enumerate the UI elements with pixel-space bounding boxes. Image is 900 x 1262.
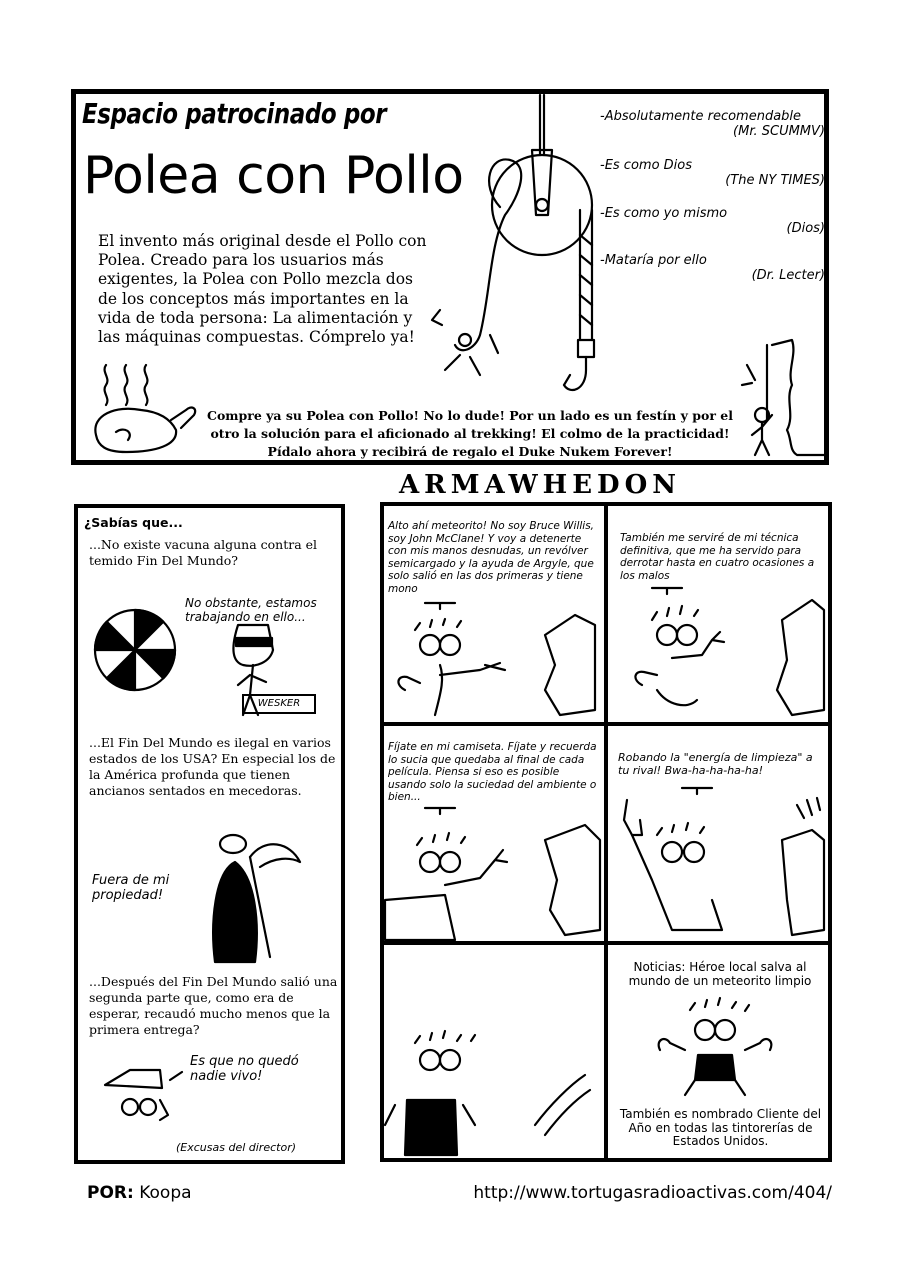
comic-divider-h1 [380,722,832,726]
pulley-chicken-illustration [420,95,600,405]
sidebar-fact-1: ...No existe vacuna alguna contra el temido Fin Del Mundo? [89,537,318,568]
umbrella-logo-icon [93,608,178,693]
sidebar-fact-2: ...El Fin Del Mundo es ilegal en varios estados de los USA? En especial los de la América profunda que tienen ancianos sentados en mecedoras. [89,735,336,798]
ad-bottom-text: Compre ya su Polea con Pollo! No lo dude! Por un lado es un festín y por el otro la solución para el aficionado al trekking! El colmo de la practicidad! Pídalo ahora y recibirá de regalo el Duke Nukem Forever! [207,408,733,459]
ad-sponsor-heading: Espacio patrocinado por [82,97,387,130]
comic-panel-3-art [385,800,605,940]
quote-3-text: -Es como yo mismo [600,206,728,221]
roast-chicken-illustration [86,360,206,460]
quote-1-text: -Absolutamente recomendable [600,109,802,124]
quote-2-text: -Es como Dios [600,158,693,173]
comic-panel-1-art [385,595,605,720]
comic-panel-6-art [650,995,780,1105]
wesker-sign: WESKER [242,694,316,714]
comic-panel-2-text: También me serviré de mi técnica definitiva, que me ha servido para derrotar hasta en cuatro ocasiones a los malos [620,532,815,582]
comic-divider-h2 [380,941,832,945]
quote-3-source: (Dios) [786,221,825,236]
footer-author [87,1183,192,1203]
comic-panel-6-headline: Noticias: Héroe local salva al mundo de un meteorito limpio [628,960,812,988]
quote-2-source: (The NY TIMES) [725,173,825,188]
sidebar-fact-3: ...Después del Fin Del Mundo salió una segunda parte que, como era de esperar, recaudó mucho menos que la primera entrega? [89,974,338,1037]
climber-illustration [737,335,827,460]
footer-url[interactable]: http://www.tortugasradioactivas.com/404/ [473,1183,832,1203]
comic-panel-2-art [612,580,827,720]
comic-panel-5-art [385,1015,605,1155]
footer-author-label: POR: [87,1183,134,1203]
ad-title: Polea con Pollo [83,146,464,206]
footer-author-name: Koopa [139,1183,192,1203]
comic-title: ARMAWHEDON [399,470,681,500]
sidebar-bubble-2: Fuera de mi propiedad! [92,873,170,903]
sidebar-caption: (Excusas del director) [176,1141,297,1154]
grim-reaper-character [205,832,315,972]
director-character [100,1060,190,1130]
sidebar-bubble-1: No obstante, estamos trabajando en ello... [185,596,317,624]
sidebar-bubble-3: Es que no quedó nadie vivo! [190,1054,299,1084]
comic-panel-1-text: Alto ahí meteorito! No soy Bruce Willis, soy John McClane! Y voy a detenerte con mis manos desnudas, un revólver semicargado y la ayuda de Argyle, que solo salió en las dos primeras y tiene mono [388,520,595,595]
quote-4-text: -Mataría por ello [600,253,707,268]
ad-description: El invento más original desde el Pollo con Polea. Creado para los usuarios más exigentes, la Polea con Pollo mezcla dos de los conceptos más importantes en la vida de toda persona: La alimentación y las máquinas compuestas. Cómprelo ya! [98,232,427,347]
comic-panel-6-caption: También es nombrado Cliente del Año en todas las tintorerías de Estados Unidos. [619,1107,822,1148]
quote-4-source: (Dr. Lecter) [751,268,825,283]
comic-panel-4-text: Robando la "energía de limpieza" a tu rival! Bwa-ha-ha-ha-ha! [618,751,813,777]
comic-panel-4-art [612,780,827,940]
comic-panel-3-text: Fíjate en mi camiseta. Fíjate y recuerda lo sucia que quedaba al final de cada película. Piensa si eso es posible usando solo la suciedad del ambiente o bien... [388,741,597,803]
sidebar-title: ¿Sabías que... [84,515,183,530]
quote-1-source: (Mr. SCUMMV) [733,124,825,139]
